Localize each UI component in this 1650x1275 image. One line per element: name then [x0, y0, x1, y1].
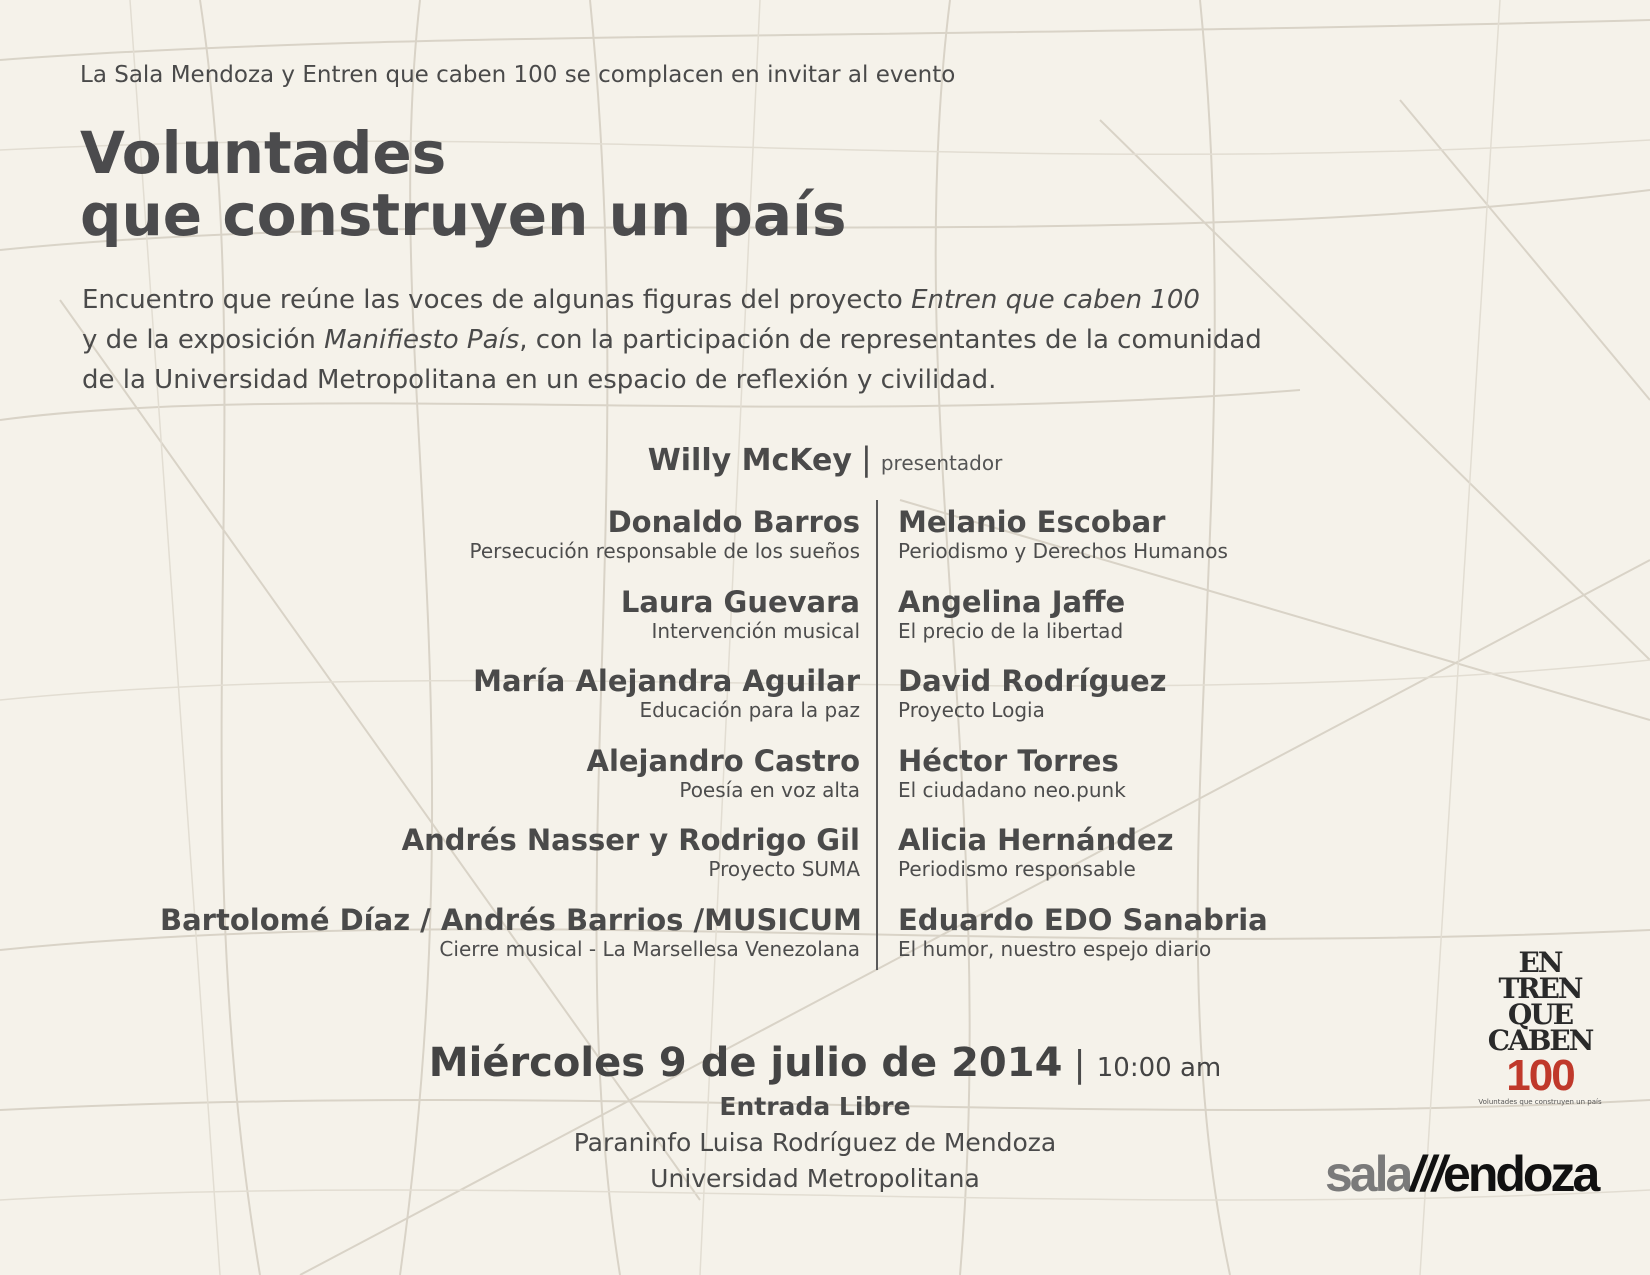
event-title-line1: Voluntades [80, 119, 447, 187]
participant-role: Poesía en voz alta [679, 778, 860, 802]
participant-role: Persecución responsable de los sueños [469, 539, 860, 563]
participant-role: Periodismo responsable [898, 857, 1136, 881]
desc-text: , con la participación de representantes de la comunidad [519, 325, 1262, 355]
participant [160, 664, 860, 722]
date-separator: | [1073, 1044, 1086, 1085]
participant-role: Cierre musical - La Marsellesa Venezolana [439, 937, 860, 961]
participant-name: María Alejandra Aguilar [473, 664, 860, 698]
participant-role: El ciudadano neo.punk [898, 778, 1126, 802]
desc-text: de la Universidad Metropolitana en un espacio de reflexión y civilidad. [82, 365, 997, 395]
desc-text: Encuentro que reúne las voces de algunas figuras del proyecto [82, 285, 912, 315]
intro-line: La Sala Mendoza y Entren que caben 100 se complacen en invitar al evento [80, 62, 956, 88]
participant-name: Héctor Torres [898, 744, 1119, 778]
venue: Paraninfo Luisa Rodríguez de Mendoza [573, 1128, 1057, 1157]
participant [898, 744, 1598, 802]
participant-role: El precio de la libertad [898, 619, 1124, 643]
participant-name: Melanio Escobar [898, 505, 1166, 539]
presenter-separator: | [860, 440, 872, 478]
participant-role: Intervención musical [651, 619, 860, 643]
participant-name: Angelina Jaffe [898, 585, 1126, 619]
participant-name: Donaldo Barros [607, 505, 860, 539]
presenter-name: Willy McKey [647, 443, 852, 478]
participant [160, 744, 860, 802]
institution: Universidad Metropolitana [650, 1164, 980, 1193]
participant-role: El humor, nuestro espejo diario [898, 937, 1212, 961]
participant [898, 823, 1598, 881]
participant-role: Proyecto Logia [898, 698, 1045, 722]
presenter-role: presentador [880, 451, 1003, 475]
participant-name: Eduardo EDO Sanabria [898, 903, 1268, 937]
participant-name: David Rodríguez [898, 664, 1167, 698]
desc-exhibition-name: Manifiesto País [324, 325, 520, 355]
event-title [80, 119, 847, 249]
entry-note: Entrada Libre [719, 1092, 911, 1121]
event-time: 10:00 am [1096, 1053, 1222, 1083]
participant [898, 585, 1598, 643]
participant-role: Proyecto SUMA [708, 857, 860, 881]
participant-name: Alejandro Castro [586, 744, 860, 778]
participant [898, 505, 1598, 563]
participant-name: Andrés Nasser y Rodrigo Gil [401, 823, 860, 857]
desc-project-name: Entren que caben 100 [911, 285, 1200, 315]
participant-role: Educación para la paz [639, 698, 860, 722]
participant-name: Bartolomé Díaz / Andrés Barrios /MUSICUM [160, 903, 862, 937]
sala-mendoza-logo: sala///endoza [1325, 1146, 1598, 1202]
participant [898, 664, 1598, 722]
participant-name: Laura Guevara [620, 585, 860, 619]
event-date: Miércoles 9 de julio de 2014 [428, 1040, 1063, 1086]
event-date-line [0, 1040, 1650, 1086]
desc-text: y de la exposición [82, 325, 325, 355]
entren-que-caben-100-logo: EN TREN QUE CABEN 100 Voluntades que construyen un país [1478, 946, 1602, 1106]
participant-name: Alicia Hernández [898, 823, 1174, 857]
event-title-line2: que construyen un país [80, 181, 847, 249]
event-description [82, 280, 1502, 400]
presenter [0, 440, 1650, 478]
participant-role: Periodismo y Derechos Humanos [898, 539, 1228, 563]
participant [160, 505, 860, 563]
column-divider [876, 500, 878, 970]
participant [160, 585, 860, 643]
participant [160, 903, 860, 961]
participant [160, 823, 860, 881]
